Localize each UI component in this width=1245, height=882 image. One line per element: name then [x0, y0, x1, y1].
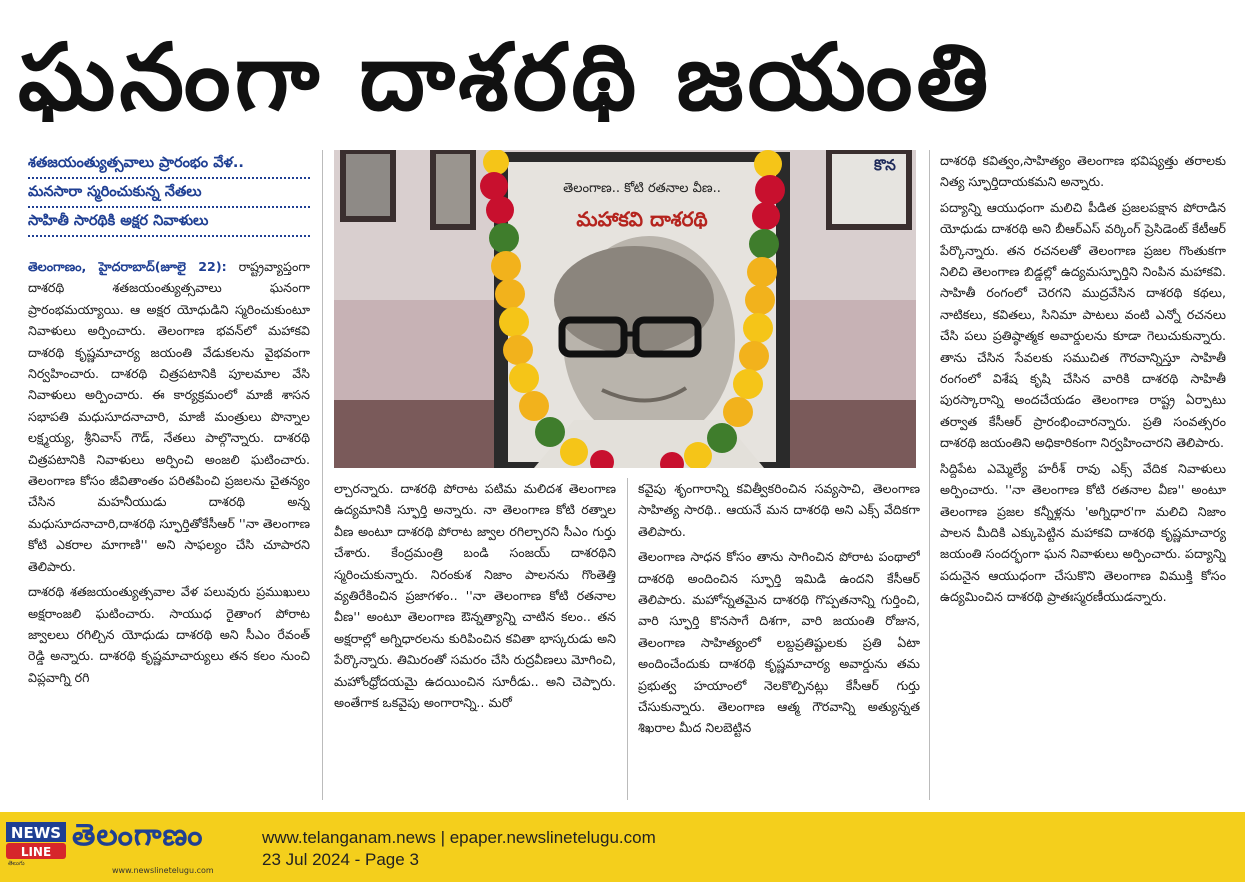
news-logo-top: NEWS	[10, 824, 62, 842]
newsline-logo	[6, 822, 66, 866]
signage-text: కొన	[874, 156, 896, 174]
article-column-1	[28, 256, 310, 796]
footer-bar	[0, 812, 1245, 882]
footer-urls: www.telanganam.news | epaper.newslinetelugu.com	[262, 828, 656, 847]
deck-line-3: సాహితీ సారథికి అక్షర నివాళులు	[28, 208, 310, 237]
paragraph: రాష్ట్రవ్యాప్తంగా దాశరథి శతజయంత్యుత్సవాలు ఘనంగా ప్రారంభమయ్యాయి. ఆ అక్షర యోధుడిని స్మరించుకుంటూ నివాళులు అర్పించారు. తెలంగాణ భవన్‌లో మహాకవి దాశరథి కృష్ణమాచార్య జయంతి వేడుకలను వైభవంగా నిర్వహించారు. దాశరథి చిత్రపటానికి పూలమాల వేసి నివాళులు అర్పించారు. ఈ కార్యక్రమంలో మాజీ శాసన సభాపతి మధుసూదనాచారి, మాజీ మంత్రులు పొన్నాల లక్ష్మయ్య, శ్రీనివాస్ గౌడ్, నేతలు పాల్గొన్నారు. దాశరథి చిత్రపటానికి నివాళులు అర్పించి అంజలి ఘటించారు. తెలంగాణ కోసం జీవితాంతం పరితపించి ప్రజలను చైతన్యం చేసిన మహనీయుడు దాశరథి అన్న మధుసూదనాచారి,దాశరథి స్ఫూర్తితోకేసీఆర్ ''నా తెలంగాణ కోటి ఎకరాల మాగాణి'' అని సాఫల్యం చేసి చూపారని తెలిపారు.	[28, 259, 310, 574]
deck-line-2: మనసారా స్మరించుకున్న నేతలు	[28, 179, 310, 208]
column-divider	[322, 150, 323, 800]
paragraph: కవైపు శృంగారాన్ని కవిత్వీకరించిన సవ్యసాచి, తెలంగాణ సాహిత్య సారథి.. ఆయనే మన దాశరథి అని ఎక్స్ వేదికగా తెలిపారు.	[638, 481, 920, 539]
headline: ఘనంగా దాశరథి జయంతి	[18, 24, 993, 131]
brand-site: www.newslinetelugu.com	[112, 866, 214, 875]
column-divider	[929, 150, 930, 800]
deck-line-1: శతజయంత్యుత్సవాలు ప్రారంభం వేళ..	[28, 150, 310, 179]
column-divider	[627, 478, 628, 800]
banner-line-1: తెలంగాణ.. కోటి రతనాల వీణ..	[563, 181, 721, 196]
deck-block	[28, 150, 310, 237]
article-column-4	[940, 150, 1226, 800]
footer-date-page: 23 Jul 2024 - Page 3	[262, 850, 419, 869]
dateline: తెలంగాణం, హైదరాబాద్(జూలై 22):	[28, 259, 227, 274]
news-logo-sub: తెలుగు	[8, 860, 25, 866]
telanganam-brand: తెలంగాణం	[72, 818, 204, 853]
paragraph: దాశరథి శతజయంత్యుత్సవాల వేళ పలువురు ప్రముఖులు అక్షరాంజలి ఘటించారు. సాయుధ రైతాంగ పోరాట జ్వాలలు రగిల్చిన యోధుడు దాశరథి అని సీఎం రేవంత్ రెడ్డి అన్నారు. దాశరథి కృష్ణమాచార్యులు తన కలం నుంచి విప్లవాగ్ని రగి	[28, 584, 310, 685]
paragraph: తెలంగాణ సాధన కోసం తాను సాగించిన పోరాట పంథాలో దాశరథి అందించిన స్ఫూర్తి ఇమిడి ఉందని కేసీఆర్ తెలిపారు. మహోన్నతమైన దాశరథి గొప్పతనాన్ని గుర్తించి, వారి స్ఫూర్తి కొనసాగే దిశగా, వారి జయంతి రోజున, తెలంగాణ సాహిత్యంలో లబ్దప్రతిష్టులకు ప్రతి ఏటా అందించేందుకు దాశరథి కృష్ణమాచార్య అవార్డును తమ ప్రభుత్వ హయాంలో నెలకొల్పినట్లు కేసీఆర్ గుర్తు చేసుకున్నారు. తెలంగాణ ఆత్మ గౌరవాన్ని అత్యున్నత శిఖరాల మీద నిలబెట్టిన	[638, 549, 920, 736]
paragraph: ల్చారన్నారు. దాశరథి పోరాట పటిమ మలిదశ తెలంగాణ ఉద్యమానికి స్ఫూర్తి అన్నారు. నా తెలంగాణ కోటి రత్నాల వీణ అంటూ దాశరథి పోరాట జ్వాల రగిల్చారని సీఎం గుర్తు చేశారు. కేంద్రమంత్రి బండి సంజయ్ దాశరథిని స్మరించుకున్నారు. నిరంకుశ నిజాం పాలనను గొంతెత్తి వ్యతిరేకించిన ప్రజాగళం.. ''నా తెలంగాణ కోటి రతనాల వీణ'' అంటూ తెలంగాణ ఔన్నత్యాన్ని చాటిన కలం.. తన అక్షరాల్లో అగ్నిధారలను కురిపించిన కవితా భాస్కరుడు అని పేర్కొన్నారు. తిమిరంతో సమరం చేసి రుద్రవీణలు మోగించి, మహోంధ్రోదయమై ఉదయించిన సూరీడు.. అని చెప్పారు. అంతేగాక ఒకవైపు అంగారాన్ని.. మరో	[334, 481, 616, 711]
news-logo-bottom: LINE	[20, 845, 52, 859]
article-column-3	[638, 478, 920, 800]
banner-line-2: మహాకవి దాశరథి	[576, 207, 708, 231]
paragraph: పద్యాన్ని ఆయుధంగా మలిచి పీడిత ప్రజలపక్షాన పోరాడిన యోధుడు దాశరథి అని బీఆర్ఎస్ వర్కింగ్ ప్రెసిడెంట్ కేటీఆర్ పేర్కొన్నారు. తన రచనలతో తెలంగాణ ప్రజల గొంతుకగా నిలిచి తెలంగాణ బిడ్డల్లో ఉద్యమస్ఫూర్తిని నింపిన మహాకవి. సాహితీ రంగంలో చెరగని ముద్రవేసిన దాశరథి కథలు, నాటికలు, కవితలు, సినిమా పాటలు వంటి ఎన్నో రచనలు చేసి పలు ప్రతిష్ఠాత్మక అవార్డులను కూడా గెలుచుకున్నారు. తాను చేసిన సేవలకు సముచిత గౌరవాన్నిస్తూ సాహితీ రంగంలో విశేష కృషి చేసిన వారికి దాశరథి సాహితీ పురస్కారాన్ని అందచేయడం తెలంగాణ రాష్ట్ర ఏర్పాటు తర్వాత కేసీఆర్ ప్రారంభించారన్నారు. ప్రతి సంవత్సరం దాశరథి జయంతిని అధికారికంగా నిర్వహించారని తెలిపారు.	[940, 199, 1226, 451]
dasarathi-portrait-photo	[334, 150, 916, 468]
paragraph: సిద్దిపేట ఎమ్మెల్యే హరీశ్ రావు ఎక్స్ వేదిక నివాళులు అర్పించారు. ''నా తెలంగాణ కోటి రతనాల వీణ'' అంటూ తెలంగాణ ప్రజల కన్నీళ్లను 'అగ్నిధార'గా మలిచి నిజాం పాలన మీదికి ఎక్కుపెట్టిన మహాకవి దాశరథి కృష్ణమాచార్య జయంతి సందర్భంగా ఘన నివాళులు అర్పించారు. పద్యాన్ని పదునైన ఆయుధంగా చేసుకొని తెలంగాణ విముక్తి కోసం ఉద్యమించిన దాశరథి ప్రాతఃస్మరణీయుడన్నారు.	[940, 460, 1226, 605]
paragraph: దాశరథి కవిత్వం,సాహిత్యం తెలంగాణ భవిష్యత్తు తరాలకు నిత్య స్ఫూర్తిదాయకమని అన్నారు.	[940, 153, 1226, 190]
article-column-2	[334, 478, 616, 800]
